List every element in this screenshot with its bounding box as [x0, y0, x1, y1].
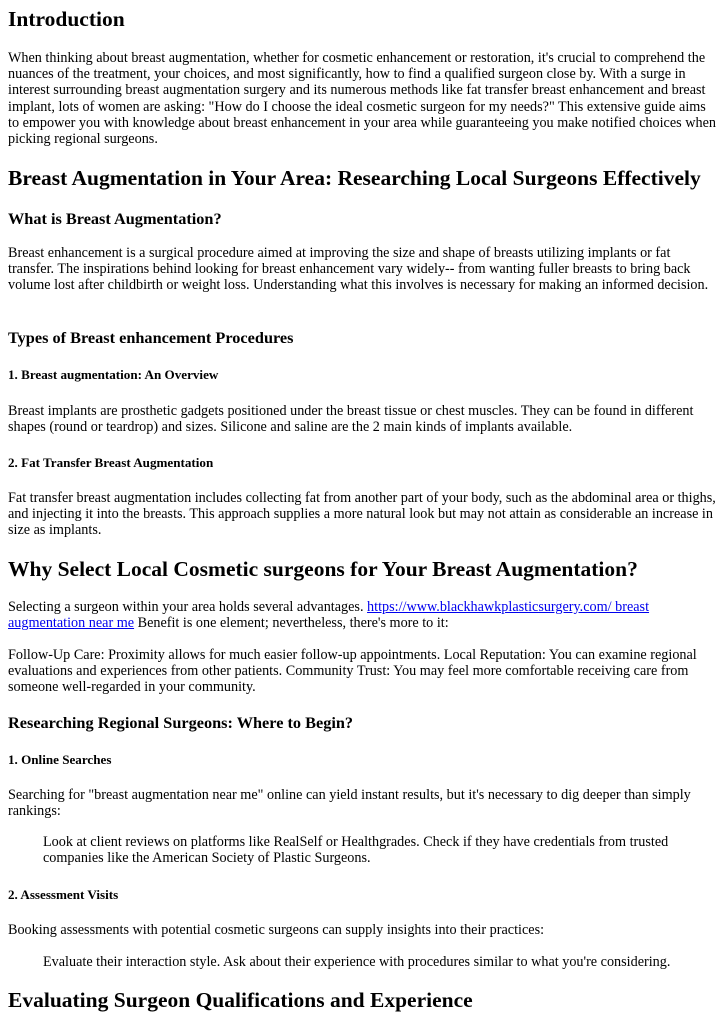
section-heading-why-local: Why Select Local Cosmetic surgeons for Your Breast Augmentation? [8, 557, 638, 581]
online-searches-heading: 1. Online Searches [8, 752, 112, 767]
type2-paragraph: Fat transfer breast augmentation includes collecting fat from another part of your body, such as the abdominal area or thighs, and injecting it into the breasts. This approach supplies a more natural look but may not attain as considerable an increase in size as implants. [8, 490, 716, 539]
online-searches-paragraph: Searching for "breast augmentation near me" online can yield instant results, but it's necessary to dig deeper than simply rankings: [8, 787, 691, 820]
intro-heading: Introduction [8, 7, 125, 31]
why-local-paragraph [8, 599, 718, 631]
type2-heading: 2. Fat Transfer Breast Augmentation [8, 455, 214, 470]
assessment-paragraph: Booking assessments with potential cosmetic surgeons can supply insights into their practices: [8, 922, 545, 938]
assessment-blockquote: Evaluate their interaction style. Ask about their experience with procedures similar to what you're considering. [43, 954, 671, 970]
type1-heading: 1. Breast augmentation: An Overview [8, 367, 219, 382]
why-local-text-after: Benefit is one element; nevertheless, there's more to it: [134, 615, 449, 632]
section-heading-qualifications: Evaluating Surgeon Qualifications and Experience [8, 988, 473, 1012]
why-local-text-before: Selecting a surgeon within your area holds several advantages. [8, 599, 368, 615]
intro-paragraph: When thinking about breast augmentation, whether for cosmetic enhancement or restoration, it's crucial to comprehend the nuances of the treatment, your choices, and most significantly, how to find a qualified surgeon close by. With a surge in interest surrounding breast augmentation surgery and its numerous methods like fat transfer breast enhancement and breast implant, lots of women are asking: "How do I choose the ideal cosmetic surgeon for my needs?" This extensive guide aims to empower you with knowledge about breast enhancement in your area while guaranteeing you make notified choices when picking regional surgeons. [8, 50, 716, 148]
researching-heading: Researching Regional Surgeons: Where to Begin? [8, 713, 354, 732]
what-is-paragraph: Breast enhancement is a surgical procedure aimed at improving the size and shape of breasts utilizing implants or fat transfer. The inspirations behind looking for breast enhancement vary widely-- from wanting fuller breasts to bring back volume lost after childbirth or weight loss. Understanding what this involves is necessary for making an informed decision. [8, 245, 709, 294]
what-is-heading: What is Breast Augmentation? [8, 209, 222, 228]
types-heading: Types of Breast enhancement Procedures [8, 328, 294, 347]
type1-paragraph: Breast implants are prosthetic gadgets positioned under the breast tissue or chest muscles. They can be found in different shapes (round or teardrop) and sizes. Silicone and saline are the 2 main kinds of implants available. [8, 403, 694, 436]
assessment-heading: 2. Assessment Visits [8, 887, 119, 902]
section-heading-local-surgeons: Breast Augmentation in Your Area: Researching Local Surgeons Effectively [8, 166, 701, 190]
online-searches-blockquote: Look at client reviews on platforms like RealSelf or Healthgrades. Check if they have credentials from trusted companies like the American Society of Plastic Surgeons. [43, 834, 669, 867]
benefits-paragraph: Follow-Up Care: Proximity allows for much easier follow-up appointments. Local Reputation: You can examine regional evaluations and experiences from other patients. Community Trust: You may feel more comfortable receiving care from someone well-regarded in your community. [8, 647, 697, 696]
surgeon-link[interactable]: https://www.blackhawkplasticsurgery.com/ breast augmentation near me [8, 599, 650, 632]
